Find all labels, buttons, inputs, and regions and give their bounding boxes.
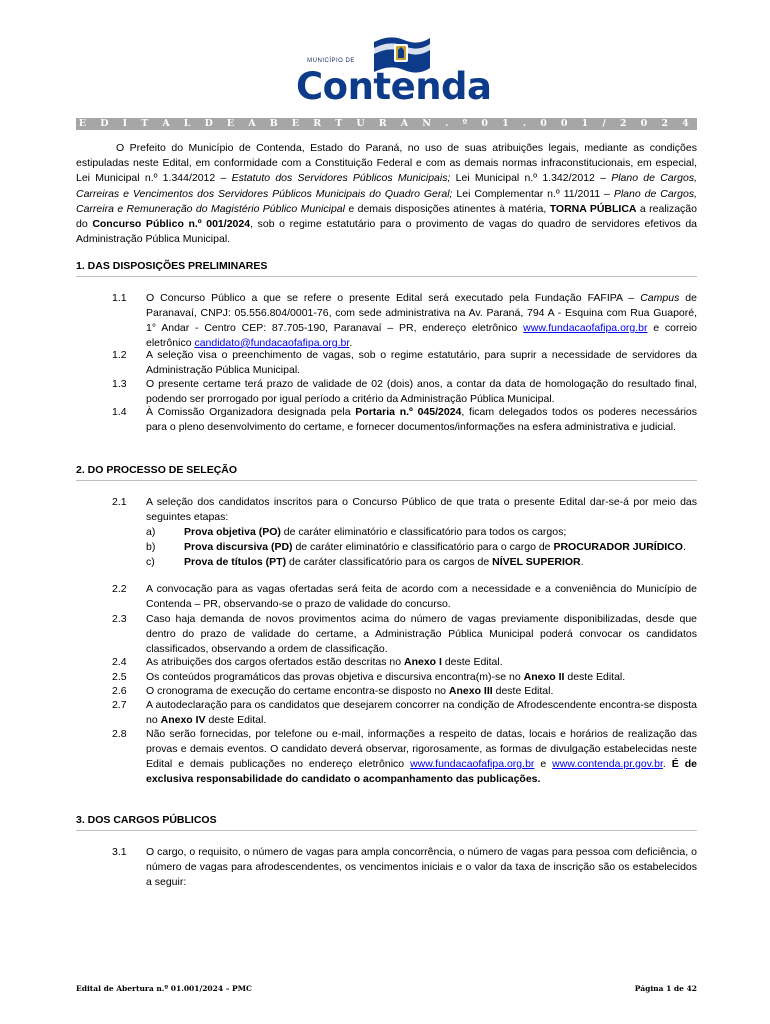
- item-text: A seleção dos candidatos inscritos para o Concurso Público de que trata o presente Edital dar-se-á por meio das seguintes etapas:: [146, 496, 697, 523]
- item-text: A convocação para as vagas ofertadas será feita de acordo com a necessidade e a conveniência do Município de Contenda – PR, observando-se o prazo de validade do concurso.: [146, 583, 697, 610]
- subitem-text: de caráter eliminatório e classificatório para o cargo de: [292, 540, 554, 553]
- item-text: , ficam delegados todos os poderes necessários para o pleno desenvolvimento do certame, e fornecer documentos/informações na esfera administrativa e judicial.: [146, 406, 697, 433]
- fafipa-link[interactable]: www.fundacaofafipa.org.br: [410, 757, 535, 770]
- item-text: deste Edital.: [564, 671, 626, 683]
- item-bold: Anexo III: [448, 685, 493, 697]
- intro-text-3: Lei Complementar n.º 11/2011 –: [452, 187, 614, 200]
- item-number: 2.7: [112, 699, 127, 711]
- item-text: O cargo, o requisito, o número de vagas para ampla concorrência, o número de vagas para pessoa com deficiência, o número de vagas para afrodescendentes, os vencimentos iniciais e o valor da taxa de inscrição são os estabelecidos a seguir:: [146, 846, 697, 888]
- subitem-bold: NÍVEL SUPERIOR: [492, 555, 581, 568]
- item-2-1: [76, 495, 697, 570]
- item-text: de Paranavaí, CNPJ: 05.556.804/0001-76, com sede administrativa na Av. Paraná, 794 A - Esquina com Rua Guaporé, 1° Andar - Centro CEP: 87.705-190, Paranavaí – PR, endereço eletrônico: [146, 292, 697, 334]
- item-1-4: [76, 405, 697, 435]
- item-number: 2.5: [112, 671, 127, 683]
- item-text: A autodeclaração para os candidatos que desejarem concorrer na condição de Afrodescendente encontra-se disposta no: [146, 699, 697, 726]
- municipality-logo: [296, 28, 492, 108]
- item-number: 1.3: [112, 378, 127, 390]
- intro-paragraph: [76, 141, 697, 247]
- item-text: À Comissão Organizadora designada pela: [146, 406, 356, 418]
- subitem-bold: Prova objetiva (PO): [184, 525, 281, 538]
- intro-italic-1: Estatuto dos Servidores Públicos Municipais;: [231, 172, 451, 185]
- item-1-1: [76, 291, 697, 351]
- item-number: 1.1: [112, 292, 127, 304]
- intro-text-4: e demais disposições atinentes à matéria,: [344, 202, 550, 215]
- item-number: 2.1: [112, 496, 127, 508]
- subitem-letter: c): [146, 555, 155, 568]
- item-bold: Anexo II: [523, 671, 565, 683]
- item-text: deste Edital.: [492, 685, 554, 697]
- item-text: .: [349, 336, 353, 349]
- intro-bold-2: Concurso Público n.º 001/2024: [92, 218, 251, 231]
- subitem-bold: Prova de títulos (PT): [184, 555, 287, 568]
- subitem-text: .: [580, 555, 584, 568]
- item-bold: Anexo IV: [160, 713, 206, 726]
- item-text: Caso haja demanda de novos provimentos acima do número de vagas previamente disponibilizadas, desde que dentro do prazo de validade do certame, a Administração Pública Municipal poderá convocar os candidatos classificados, observando a ordem de classificação.: [146, 613, 697, 655]
- item-2-4: [76, 655, 697, 670]
- item-number: 2.2: [112, 583, 127, 595]
- intro-text-6: , sob o regime estatutário para o provimento de vagas do quadro de servidores efetivos da Administração Pública Municipal.: [76, 218, 697, 246]
- email-link[interactable]: candidato@fundacaofafipa.org.br: [194, 336, 350, 349]
- intro-text-1: O Prefeito do Município de Contenda, Estado do Paraná, no uso de suas atribuições legais, mediante as condições estipuladas neste Edital, em conformidade com a Constituição Federal e com as demais normas infraconstitucionais, em especial, Lei Municipal n.º 1.344/2012 –: [76, 142, 697, 185]
- item-2-3: [76, 612, 697, 657]
- item-text: deste Edital.: [441, 656, 503, 668]
- item-2-5: [76, 670, 697, 685]
- item-text: e correio eletrônico: [146, 321, 697, 349]
- fafipa-link[interactable]: www.fundacaofafipa.org.br: [523, 321, 648, 334]
- item-number: 1.4: [112, 406, 127, 418]
- intro-text-2: Lei Municipal n.º 1.342/2012 –: [450, 172, 612, 185]
- section-2-heading: 2. DO PROCESSO DE SELEÇÃO: [76, 463, 697, 481]
- item-text: .: [662, 757, 672, 770]
- item-text: O cronograma de execução do certame encontra-se disposto no: [146, 685, 449, 697]
- item-bold: É de exclusiva responsabilidade do candidato o acompanhamento das publicações.: [146, 757, 697, 785]
- item-1-3: [76, 377, 697, 407]
- item-text: e: [534, 757, 553, 770]
- subitem-bold: Prova discursiva (PD): [184, 540, 293, 553]
- item-text: Os conteúdos programáticos das provas objetiva e discursiva encontra(m)-se no: [146, 671, 524, 683]
- footer-document-id: Edital de Abertura n.º 01.001/2024 – PMC: [76, 984, 252, 993]
- item-text: Não serão fornecidas, por telefone ou e-mail, informações a respeito de datas, locais e horários de realização das provas e demais eventos. O candidato deverá observar, rigorosamente, as formas de divulgação estabelecidas neste Edital e demais publicações no endereço eletrônico: [146, 728, 697, 770]
- item-1-2: [76, 348, 697, 378]
- subitem-b: [146, 540, 697, 555]
- item-2-6: [76, 684, 697, 699]
- subitem-text: de caráter classificatório para os cargos de: [286, 555, 493, 568]
- intro-italic-2: Plano de Cargos, Carreiras e Vencimentos dos Servidores Públicos Municipais do Quadro Geral;: [76, 172, 697, 200]
- item-number: 3.1: [112, 846, 127, 858]
- subitem-a: [146, 525, 697, 540]
- contenda-link[interactable]: www.contenda.pr.gov.br: [552, 757, 663, 770]
- item-bold: Anexo I: [403, 656, 442, 668]
- subitem-letter: a): [146, 525, 156, 538]
- item-text: deste Edital.: [205, 713, 267, 726]
- item-italic: Campus: [640, 292, 680, 304]
- footer-page-number: Página 1 de 42: [634, 984, 697, 993]
- item-number: 2.4: [112, 656, 127, 668]
- item-number: 2.3: [112, 613, 127, 625]
- item-text: A seleção visa o preenchimento de vagas, sob o regime estatutário, para suprir a necessidade de servidores da Administração Pública Municipal.: [146, 349, 697, 376]
- subitem-text: .: [682, 540, 686, 553]
- item-number: 2.6: [112, 685, 127, 697]
- item-text: As atribuições dos cargos ofertados estão descritas no: [146, 656, 404, 668]
- item-text: O Concurso Público a que se refere o presente Edital será executado pela Fundação FAFIPA –: [146, 292, 641, 304]
- intro-italic-3: Plano de Cargos, Carreira e Remuneração do Magistério Público Municipal: [76, 187, 698, 215]
- item-number: 2.8: [112, 728, 127, 740]
- item-3-1: [76, 845, 697, 890]
- item-2-2: [76, 582, 697, 612]
- item-text: O presente certame terá prazo de validade de 02 (dois) anos, a contar da data de homologação do resultado final, podendo ser prorrogado por igual período a critério da Administração Pública Municipal.: [146, 378, 697, 405]
- intro-text-5: a realização do: [76, 202, 697, 231]
- section-3-heading: 3. DOS CARGOS PÚBLICOS: [76, 813, 697, 831]
- item-bold: Portaria n.º 045/2024: [355, 406, 462, 418]
- edital-title: E D I T A L D E A B E R T U R A N . º 0 1 . 0 0 1 / 2 0 2 4: [78, 118, 695, 129]
- subitem-text: de caráter eliminatório e classificatório para todos os cargos;: [280, 525, 567, 538]
- subitem-bold: PROCURADOR JURÍDICO: [553, 540, 683, 553]
- logo-subtitle: MUNICÍPIO DE: [307, 58, 355, 64]
- item-2-7: [76, 698, 697, 728]
- edital-title-bar: [76, 118, 697, 130]
- section-1-heading: 1. DAS DISPOSIÇÕES PRELIMINARES: [76, 259, 697, 277]
- logo-wordmark: Contenda: [296, 65, 492, 108]
- intro-bold-1: TORNA PÚBLICA: [549, 202, 637, 215]
- subitem-letter: b): [146, 540, 156, 553]
- item-number: 1.2: [112, 349, 127, 361]
- subitem-c: [146, 555, 697, 570]
- item-2-8: [76, 727, 697, 787]
